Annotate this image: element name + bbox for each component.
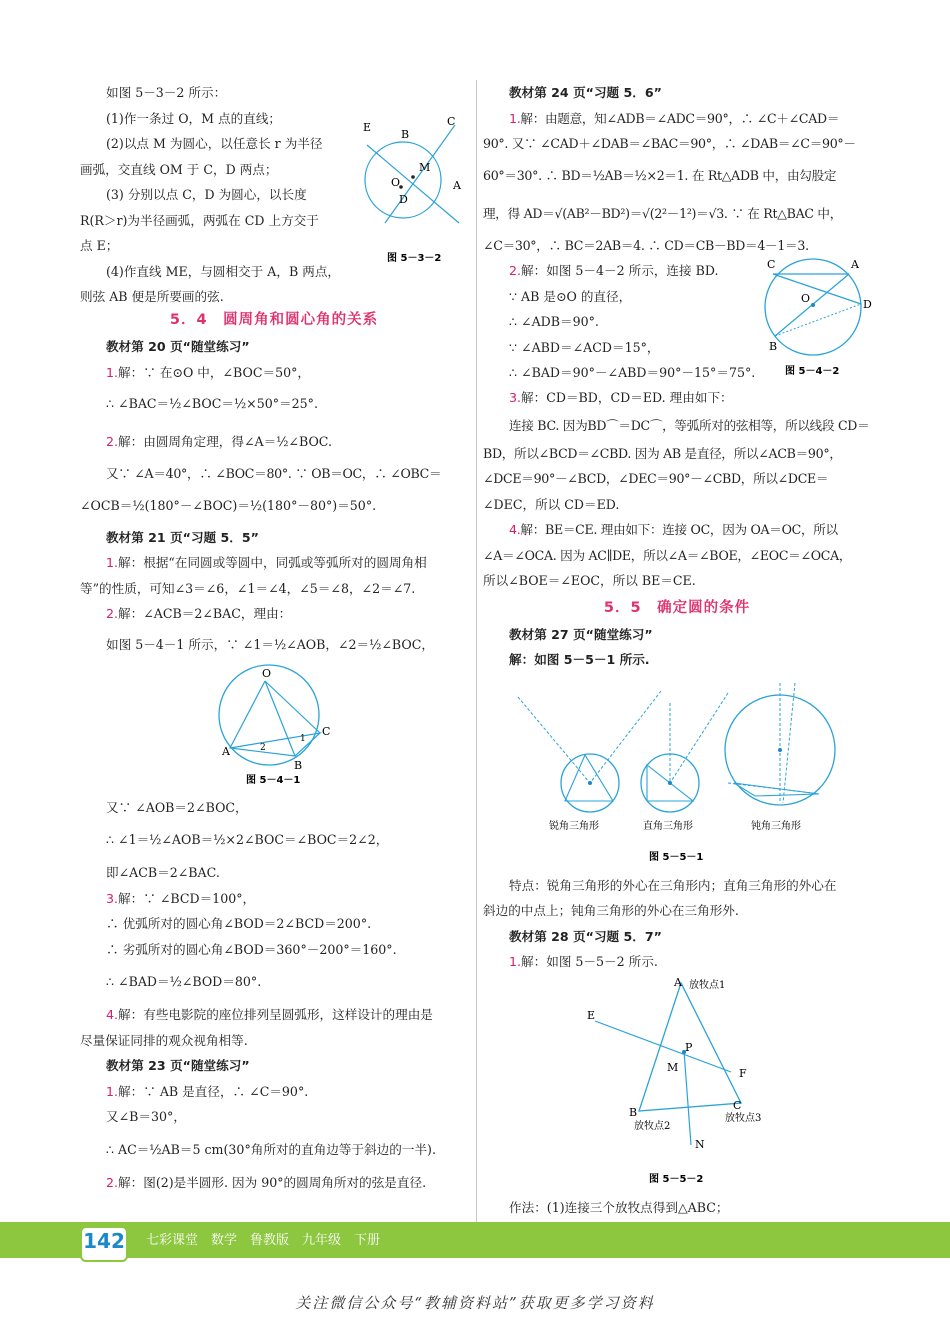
answer-line bbox=[483, 106, 871, 132]
label-c: C bbox=[733, 1098, 742, 1112]
right-column bbox=[483, 80, 871, 1220]
answer-text: 解：∠ACB＝2∠BAC，理由： bbox=[118, 606, 292, 621]
question-number: 1. bbox=[106, 1083, 119, 1099]
answer-text: 解：由圆周角定理，得∠A＝½∠BOC. bbox=[118, 434, 332, 449]
answer-text: 解：CD＝BD，CD＝ED. 理由如下： bbox=[521, 390, 733, 405]
answer-text: 解：根据“在同圆或等圆中，同弧或等弧所对的圆周角相 bbox=[118, 555, 427, 570]
section-5-4-title: 5．4 圆周角和圆心角的关系 bbox=[169, 312, 379, 328]
answer-line bbox=[80, 1002, 468, 1028]
answer-text: 解：BE＝CE. 理由如下：连接 OC，因为 OA＝OC，所以 bbox=[520, 522, 838, 537]
text-line: ∴ ∠ADB＝90°. bbox=[509, 314, 599, 329]
figure-caption: 图 5－5－2 bbox=[649, 1173, 704, 1185]
section-5-5-title: 5．5 确定圆的条件 bbox=[603, 599, 751, 616]
figure-5-4-1 bbox=[80, 663, 468, 795]
text-line: 则弦 AB 便是所要画的弦. bbox=[80, 289, 224, 304]
exercise-header: 教材第 23 页“随堂练习” bbox=[106, 1058, 250, 1073]
figure-5-4-2 bbox=[761, 252, 876, 380]
label-p: P bbox=[685, 1040, 693, 1054]
label-a: A bbox=[674, 975, 682, 989]
text-line: (3) 分别以点 C，D 为圆心，以长度 bbox=[106, 187, 307, 202]
exercise-header: 教材第 20 页“随堂练习” bbox=[106, 339, 250, 354]
figure-5-4-1-graphic bbox=[80, 663, 468, 795]
answer-text: 解：∵ AB 是直径，∴ ∠C＝90°. bbox=[118, 1083, 309, 1099]
text-line: 又∵ ∠AOB＝2∠BOC， bbox=[106, 799, 248, 815]
question-number: 1. bbox=[509, 110, 521, 126]
text-line: ∠DEC，所以 CD＝ED. bbox=[483, 496, 620, 512]
text-line: ∵ ∠ABD＝∠ACD＝15°， bbox=[509, 339, 660, 355]
answer-line bbox=[80, 423, 468, 461]
formula-line: ∴ AC＝½AB＝5 cm(30°角所对的直角边等于斜边的一半). bbox=[106, 1141, 436, 1157]
text-line: ∴ 劣弧所对的圆心角∠BOD＝360°－200°＝160°. bbox=[106, 941, 397, 957]
answer-line bbox=[80, 1079, 468, 1105]
answer-text: 解：有些电影院的座位排列呈圆弧形，这样设计的理由是 bbox=[118, 1007, 433, 1022]
label-m: M bbox=[419, 161, 431, 174]
text-line: ∵ AB 是⊙O 的直径， bbox=[509, 288, 632, 304]
left-column bbox=[80, 80, 468, 1195]
label-b: B bbox=[294, 758, 303, 772]
label-1: 1 bbox=[300, 733, 306, 744]
label-c: C bbox=[322, 724, 331, 738]
exercise-header: 教材第 21 页“习题 5．5” bbox=[106, 529, 259, 545]
text-line: 又∵ ∠A＝40°，∴ ∠BOC＝80°. ∵ OB＝OC，∴ ∠OBC＝ bbox=[106, 466, 442, 481]
answer-line bbox=[80, 360, 468, 386]
answer-line bbox=[80, 601, 468, 627]
answer-line bbox=[483, 517, 871, 543]
formula-line: ∠OCB＝½(180°－∠BOC)＝½(180°－80°)＝50°. bbox=[80, 497, 377, 513]
question-number: 2. bbox=[106, 1174, 119, 1190]
figure-caption: 图 5－4－2 bbox=[785, 366, 840, 377]
text-line: ∴ 优弧所对的圆心角∠BOD＝2∠BCD＝200°. bbox=[106, 916, 372, 931]
label-o: O bbox=[801, 292, 811, 305]
book-title: 七彩课堂 数学 鲁教版 九年级 下册 bbox=[146, 1233, 381, 1248]
text-line: (2)以点 M 为圆心，以任意长 r 为半径 bbox=[106, 136, 323, 151]
label-c: C bbox=[447, 115, 456, 128]
text-line: BD，所以∠BCD＝∠CBD. 因为 AB 是直径，所以∠ACB＝90°， bbox=[483, 445, 842, 461]
question-number: 1. bbox=[106, 364, 119, 380]
exercise-header: 教材第 27 页“随堂练习” bbox=[509, 626, 653, 642]
question-number: 4. bbox=[509, 522, 521, 537]
text-line: ∴ ∠BAD＝90°－∠ABD＝90°－15°＝75°. bbox=[509, 365, 756, 380]
intro-block bbox=[80, 80, 468, 306]
label-c: C bbox=[767, 258, 776, 271]
answer-line bbox=[80, 1170, 468, 1196]
question-number: 3. bbox=[106, 890, 119, 906]
question-number: 3. bbox=[509, 390, 522, 405]
answer-text: 解：图(2)是半圆形. 因为 90°的圆周角所对的弦是直径. bbox=[118, 1174, 427, 1190]
figure-5-5-1-graphic bbox=[483, 673, 871, 873]
text-line: 斜边的中点上；钝角三角形的外心在三角形外. bbox=[483, 903, 739, 918]
text-line: ∠DCE＝90°－∠BCD，∠DEC＝90°－∠CBD，所以∠DCE＝ bbox=[483, 471, 829, 486]
question-number: 2. bbox=[509, 263, 522, 278]
label-d: D bbox=[399, 193, 408, 206]
text-line: 连接 BC. 因为BD⌒＝DC⌒，等弧所对的弦相等，所以线段 CD＝ bbox=[509, 417, 870, 433]
label-a: A bbox=[222, 744, 230, 758]
text-line: (4)作直线 ME，与圆相交于 A，B 两点， bbox=[106, 263, 341, 279]
label-b: B bbox=[401, 128, 410, 141]
text-line: 如图 5－3－2 所示： bbox=[106, 85, 227, 100]
text-line: ∠C＝30°，∴ BC＝2AB＝4. ∴ CD＝CB－BD＝4－1＝3. bbox=[483, 237, 809, 253]
text-line: 90°. 又∵ ∠CAD＋∠DAB＝∠BAC＝90°，∴ ∠DAB＝∠C＝90°－ bbox=[483, 136, 856, 151]
label-b: B bbox=[769, 340, 778, 353]
answer-text: 解：如图 5－5－2 所示. bbox=[521, 954, 658, 969]
answer-line bbox=[80, 886, 468, 912]
formula-line: 如图 5－4－1 所示，∵ ∠1＝½∠AOB，∠2＝½∠BOC， bbox=[106, 636, 434, 652]
text-line: (1)作一条过 O，M 点的直线； bbox=[106, 110, 282, 126]
label-2: 2 bbox=[260, 742, 266, 753]
question-number: 2. bbox=[106, 606, 119, 621]
formula-line: 60°＝30°. ∴ BD＝½AB＝½×2＝1. 在 Rt△ADB 中，由勾股定 bbox=[483, 167, 837, 183]
label-d: D bbox=[863, 298, 872, 311]
answer-text: 解：如图 5－4－2 所示，连接 BD. bbox=[521, 263, 719, 278]
answer-text: 解：∵ ∠BCD＝100°， bbox=[118, 890, 256, 906]
label-a-name: 放牧点1 bbox=[689, 979, 726, 991]
footer-bar bbox=[0, 1222, 950, 1258]
label-b-name: 放牧点2 bbox=[634, 1120, 671, 1132]
text-line: 等”的性质，可知∠3＝∠6，∠1＝∠4，∠5＝∠8，∠2＝∠7. bbox=[80, 580, 416, 596]
text-line: 所以∠BOE＝∠EOC，所以 BE＝CE. bbox=[483, 573, 696, 588]
text-line: 画弧，交直线 OM 于 C，D 两点； bbox=[80, 161, 278, 177]
question-number: 2. bbox=[106, 434, 119, 449]
question-number: 1. bbox=[106, 555, 119, 570]
answer-line bbox=[483, 949, 871, 975]
figure-5-5-1 bbox=[483, 673, 871, 873]
answer-text: 解：由题意，知∠ADB＝∠ADC＝90°，∴ ∠C＋∠CAD＝ bbox=[520, 110, 840, 126]
label-acute: 锐角三角形 bbox=[549, 820, 599, 832]
text-line: 又∠B＝30°， bbox=[106, 1109, 186, 1124]
page-number: 142 bbox=[83, 1229, 125, 1253]
answer-text: 解：∵ 在⊙O 中，∠BOC＝50°， bbox=[118, 364, 310, 380]
text-line: 即∠ACB＝2∠BAC. bbox=[106, 865, 220, 880]
label-b: B bbox=[629, 1105, 638, 1119]
text-line: 作法：(1)连接三个放牧点得到△ABC； bbox=[509, 1199, 729, 1215]
figure-5-3-2 bbox=[355, 105, 473, 265]
formula-line: 理，得 AD＝√(AB²－BD²)＝√(2²－1²)＝√3. ∵ 在 Rt△BAC 中， bbox=[483, 205, 843, 221]
label-o: O bbox=[391, 176, 401, 189]
label-a: A bbox=[453, 179, 461, 192]
label-c-name: 放牧点3 bbox=[725, 1112, 762, 1124]
figure-caption: 图 5－5－1 bbox=[649, 851, 704, 863]
answer-line bbox=[483, 385, 871, 411]
label-f: F bbox=[739, 1066, 747, 1080]
figure-caption: 图 5－3－2 bbox=[387, 253, 442, 264]
answer-text: 解：如图 5－5－1 所示. bbox=[509, 652, 650, 667]
formula-line: ∴ ∠1＝½∠AOB＝½×2∠BOC＝∠BOC＝2∠2， bbox=[106, 832, 389, 847]
label-m: M bbox=[667, 1060, 679, 1074]
text-line bbox=[483, 647, 871, 673]
q2-block bbox=[483, 258, 871, 385]
formula-line: ∴ ∠BAD＝½∠BOD＝80°. bbox=[106, 974, 262, 989]
label-obtuse: 钝角三角形 bbox=[751, 820, 801, 832]
formula-line: ∴ ∠BAC＝½∠BOC＝½×50°＝25°. bbox=[106, 396, 318, 411]
answer-line bbox=[80, 550, 468, 576]
label-n: N bbox=[695, 1137, 705, 1151]
question-number: 4. bbox=[106, 1007, 119, 1022]
exercise-header: 教材第 24 页“习题 5．6” bbox=[509, 85, 662, 100]
column-divider bbox=[476, 80, 477, 1230]
text-line: 尽量保证同排的观众视角相等. bbox=[80, 1032, 248, 1048]
label-o: O bbox=[262, 666, 272, 680]
bottom-note: 关注微信公众号“教辅资料站”获取更多学习资料 bbox=[295, 1294, 655, 1312]
label-a: A bbox=[851, 258, 859, 271]
label-right: 直角三角形 bbox=[643, 820, 693, 832]
label-e: E bbox=[363, 121, 372, 134]
question-number: 1. bbox=[509, 954, 522, 969]
text-line: R(R＞r)为半径画弧，两弧在 CD 上方交于 bbox=[80, 212, 319, 228]
text-line: 点 E； bbox=[80, 238, 119, 253]
figure-5-5-2 bbox=[483, 975, 871, 1195]
label-e: E bbox=[587, 1008, 596, 1022]
figure-caption: 图 5－4－1 bbox=[246, 774, 301, 786]
text-line: ∠A＝∠OCA. 因为 AC∥DE，所以∠A＝∠BOE，∠EOC＝∠OCA， bbox=[483, 547, 852, 563]
figure-5-5-2-graphic bbox=[483, 975, 871, 1195]
exercise-header: 教材第 28 页“习题 5．7” bbox=[509, 928, 662, 944]
text-line: 特点：锐角三角形的外心在三角形内；直角三角形的外心在 bbox=[509, 877, 837, 893]
